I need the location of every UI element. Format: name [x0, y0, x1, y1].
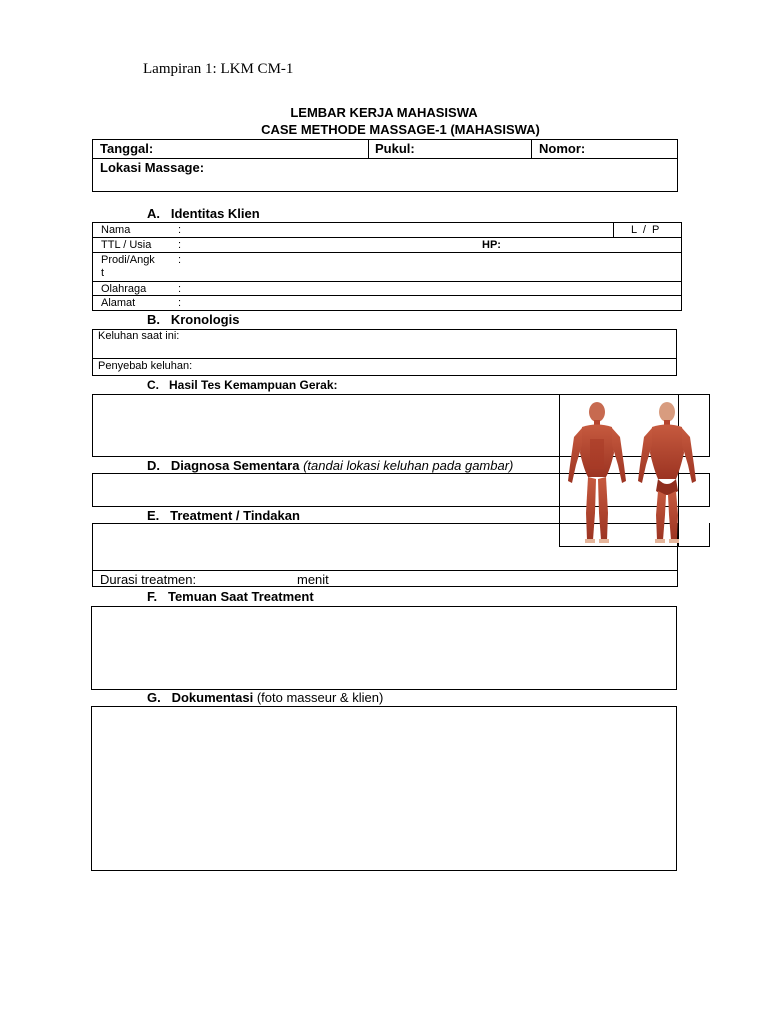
alamat-label: Alamat	[101, 297, 136, 309]
prodi-angkatan-wrap: t	[101, 267, 105, 279]
penyebab-field[interactable]: Penyebab keluhan:	[98, 360, 193, 372]
lokasi-massage-field[interactable]: Lokasi Massage:	[100, 160, 205, 175]
section-e-heading: E. Treatment / Tindakan	[147, 508, 300, 523]
durasi-label: Durasi treatmen:	[100, 572, 197, 587]
pukul-field[interactable]: Pukul:	[375, 141, 415, 156]
section-c-heading: C. Hasil Tes Kemampuan Gerak:	[147, 378, 338, 392]
prodi-angkatan-label: Prodi/Angk	[101, 254, 155, 266]
menit-label: menit	[297, 572, 329, 587]
muscle-anatomy-figure	[560, 395, 709, 547]
gender-option[interactable]: L / P	[631, 224, 660, 236]
section-a-heading: A. Identitas Klien	[147, 206, 260, 221]
ttl-usia-colon: :	[178, 239, 182, 251]
document-subtitle: CASE METHODE MASSAGE-1 (MAHASISWA)	[261, 122, 540, 137]
anatomy-back-figure	[638, 402, 696, 543]
nama-colon: :	[178, 224, 182, 236]
keluhan-field[interactable]: Keluhan saat ini:	[98, 330, 180, 342]
temuan-box[interactable]	[91, 606, 677, 690]
olahraga-label: Olahraga	[101, 283, 147, 295]
muscle-anatomy-figure-icon	[560, 395, 709, 547]
appendix-label: Lampiran 1: LKM CM-1	[143, 61, 294, 77]
hp-label: HP:	[482, 239, 501, 251]
nama-label: Nama	[101, 224, 131, 236]
ttl-usia-label: TTL / Usia	[101, 239, 152, 251]
prodi-angkatan-colon: :	[178, 254, 182, 266]
section-g-heading: G. Dokumentasi (foto masseur & klien)	[147, 690, 384, 705]
section-d-heading: D. Diagnosa Sementara (tandai lokasi keluhan pada gambar)	[147, 458, 514, 473]
section-b-heading: B. Kronologis	[147, 312, 240, 327]
nomor-field[interactable]: Nomor:	[539, 141, 586, 156]
alamat-colon: :	[178, 297, 182, 309]
tanggal-field[interactable]: Tanggal:	[100, 141, 154, 156]
dokumentasi-box[interactable]	[91, 706, 677, 871]
anatomy-front-figure	[568, 402, 626, 543]
document-title: LEMBAR KERJA MAHASISWA	[290, 105, 478, 120]
section-f-heading: F. Temuan Saat Treatment	[147, 589, 314, 604]
olahraga-colon: :	[178, 283, 182, 295]
